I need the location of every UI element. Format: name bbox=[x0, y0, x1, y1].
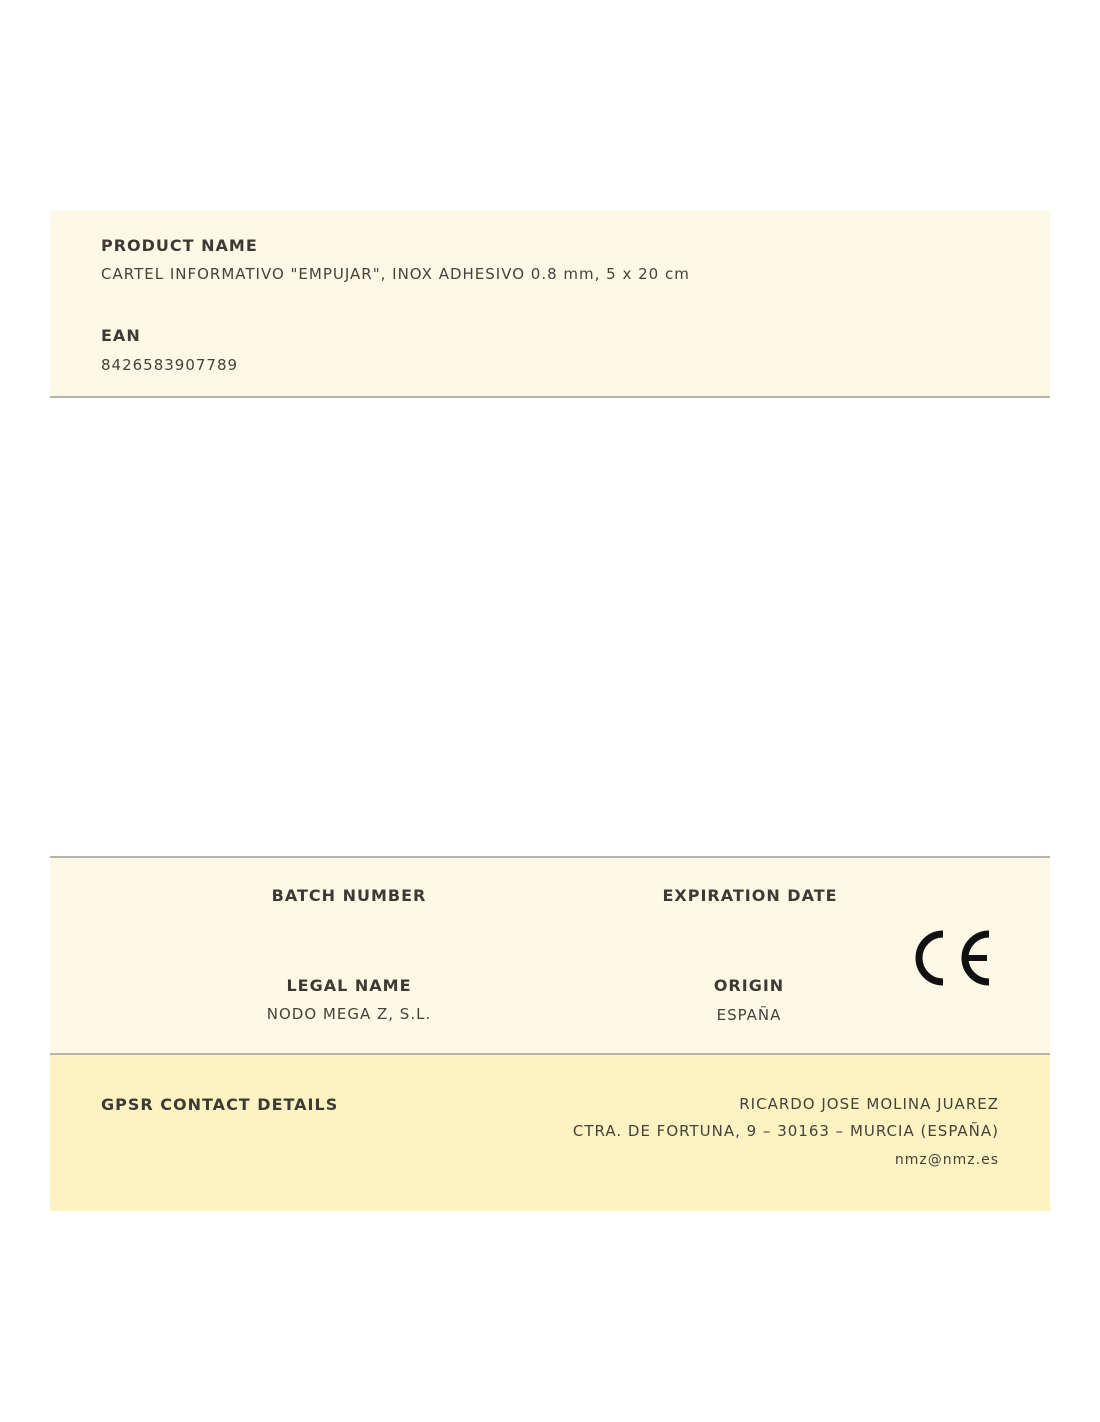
product-panel bbox=[50, 211, 1050, 398]
info-panel bbox=[50, 856, 1050, 1055]
ean-label: EAN bbox=[101, 326, 141, 345]
contact-address: CTRA. DE FORTUNA, 9 – 30163 – MURCIA (ESPAÑA) bbox=[572, 1122, 999, 1140]
legal-name-value: NODO MEGA Z, S.L. bbox=[266, 1005, 432, 1023]
origin-label: ORIGIN bbox=[713, 976, 785, 995]
product-name-value: CARTEL INFORMATIVO "EMPUJAR", INOX ADHESIVO 0.8 mm, 5 x 20 cm bbox=[101, 265, 690, 283]
contact-email: nmz@nmz.es bbox=[894, 1152, 999, 1168]
product-name-label: PRODUCT NAME bbox=[101, 236, 258, 255]
ean-value: 8426583907789 bbox=[101, 356, 239, 374]
expiration-date-label: EXPIRATION DATE bbox=[662, 886, 838, 905]
legal-name-label: LEGAL NAME bbox=[286, 976, 412, 995]
ce-mark-icon bbox=[907, 926, 993, 990]
origin-value: ESPAÑA bbox=[716, 1006, 782, 1024]
contact-panel bbox=[50, 1055, 1050, 1211]
contact-name: RICARDO JOSE MOLINA JUAREZ bbox=[739, 1095, 999, 1113]
batch-number-label: BATCH NUMBER bbox=[271, 886, 427, 905]
gpsr-contact-label: GPSR CONTACT DETAILS bbox=[101, 1095, 339, 1114]
